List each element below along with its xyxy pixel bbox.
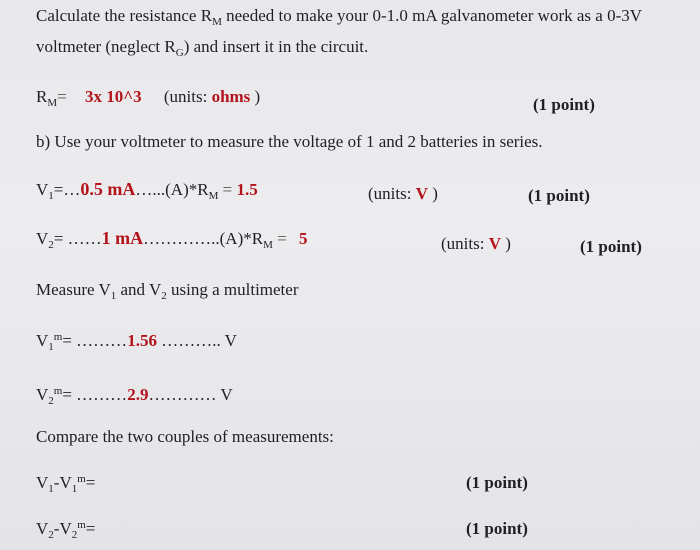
subscript: G	[175, 47, 184, 59]
equals-sign: =	[57, 87, 71, 106]
units-label: (units:	[163, 87, 212, 106]
formula-text: V	[36, 519, 49, 538]
units-label: (units:	[368, 184, 416, 203]
v1m-value: 1.56	[127, 331, 157, 350]
units-close: )	[500, 234, 511, 253]
compare-prompt: Compare the two couples of measurements:	[36, 427, 334, 446]
rm-value: 3x 10^3	[84, 87, 142, 106]
formula-text: -V	[53, 519, 72, 538]
rm-units: ohms	[211, 87, 251, 106]
subscript: 1	[48, 341, 54, 353]
measure-text: Measure V	[36, 280, 111, 299]
subscript: 2	[71, 529, 78, 541]
v2-answer-line	[36, 227, 307, 256]
units-close: )	[250, 87, 261, 106]
dots: =…	[53, 180, 81, 199]
rm-label: R	[36, 87, 48, 106]
dots-units: ………… V	[148, 385, 233, 404]
dots: = ………	[62, 331, 128, 350]
rm-points: (1 point)	[533, 95, 595, 114]
subscript: 2	[48, 239, 54, 251]
measure-text: using a multimeter	[166, 280, 299, 299]
subscript: 2	[161, 290, 167, 302]
v1m-label: V	[36, 331, 49, 350]
v2-label: V	[36, 229, 49, 248]
units-label: (units:	[441, 234, 489, 253]
superscript: m	[53, 385, 63, 397]
subscript: 1	[71, 483, 78, 495]
part-b-prompt: b) Use your voltmeter to measure the voltage of 1 and 2 batteries in series.	[36, 132, 543, 151]
v1-units-value: V	[415, 184, 428, 203]
formula-text: V	[36, 473, 49, 492]
formula-text: …………..(A)*R	[143, 229, 264, 248]
v1-current: 0.5 mA	[80, 179, 136, 199]
subscript: M	[47, 97, 58, 109]
equals-sign: =	[85, 519, 96, 538]
intro-text: needed to make your 0-1.0 mA galvanometer work as a 0-3V	[221, 6, 643, 25]
equals-sign: =	[272, 229, 291, 248]
superscript: m	[53, 331, 63, 343]
intro-text: ) and insert it in the circuit.	[183, 37, 369, 56]
subscript: M	[212, 16, 222, 28]
rm-answer-line	[36, 86, 260, 114]
superscript: m	[77, 473, 86, 485]
equals-sign: =	[85, 473, 96, 492]
dots-units: ……….. V	[156, 331, 237, 350]
superscript: m	[77, 519, 86, 531]
v1m-answer-line	[36, 326, 237, 358]
intro-line-2	[36, 36, 368, 64]
subscript: M	[263, 239, 273, 251]
diff1-line	[36, 468, 95, 500]
v1-value: 1.5	[236, 180, 258, 199]
v2m-label: V	[36, 385, 49, 404]
v2-current: 1 mA	[101, 228, 144, 248]
subscript: 1	[48, 190, 54, 202]
subscript: M	[208, 190, 219, 202]
measure-text: and V	[116, 280, 162, 299]
subscript: 2	[48, 529, 54, 541]
v2-points: (1 point)	[580, 237, 642, 256]
v1-units	[368, 183, 438, 205]
diff1-points: (1 point)	[466, 473, 528, 492]
v2-units	[441, 233, 511, 255]
measure-prompt	[36, 279, 299, 307]
intro-text: voltmeter (neglect R	[36, 37, 176, 56]
v2-units-value: V	[488, 234, 501, 253]
subscript: 1	[48, 483, 54, 495]
v2-value: 5	[298, 229, 308, 248]
v2m-answer-line	[36, 380, 233, 412]
intro-line-1	[36, 5, 642, 33]
subscript: 1	[110, 290, 117, 302]
diff2-points: (1 point)	[466, 519, 528, 538]
dots: = ……	[53, 229, 102, 248]
diff2-line	[36, 514, 95, 546]
equals-sign: =	[218, 180, 237, 199]
v2m-value: 2.9	[127, 385, 149, 404]
dots: = ………	[62, 385, 128, 404]
v1-points: (1 point)	[528, 186, 590, 205]
units-close: )	[427, 184, 438, 203]
formula-text: …...(A)*R	[135, 180, 209, 199]
formula-text: -V	[53, 473, 72, 492]
subscript: 2	[48, 395, 54, 407]
intro-text: Calculate the resistance R	[36, 6, 213, 25]
v1-label: V	[36, 180, 49, 199]
v1-answer-line	[36, 178, 258, 207]
